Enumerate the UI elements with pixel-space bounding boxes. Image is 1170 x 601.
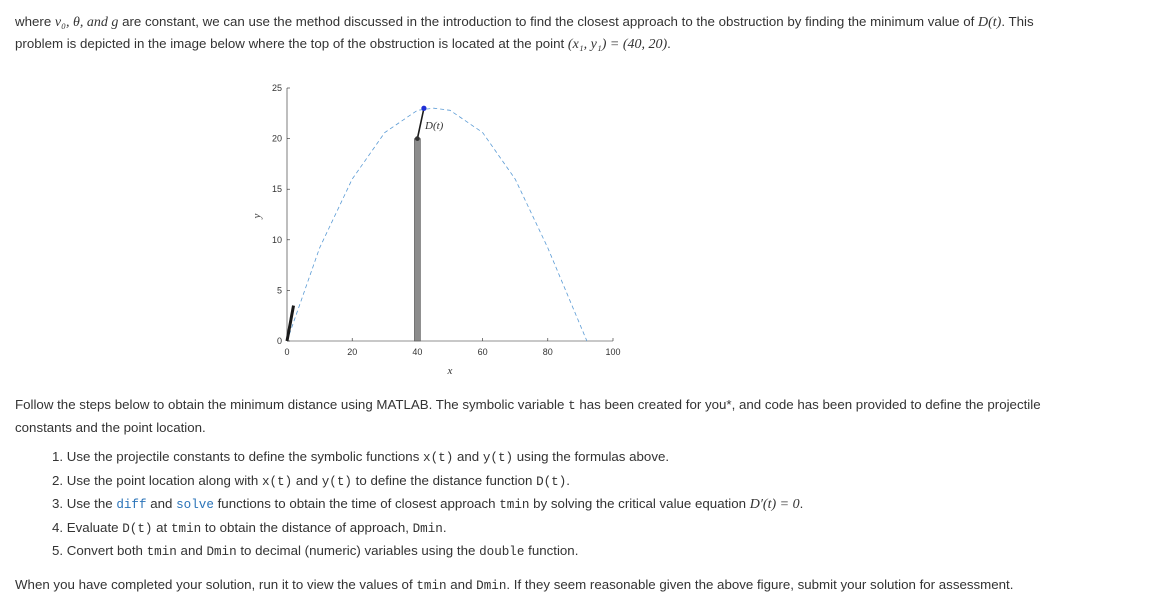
x-axis-label: x — [447, 365, 453, 377]
closest-point — [421, 106, 426, 111]
math-constants: v₀, θ, and g — [54, 15, 119, 30]
distance-annotation: D(t) — [425, 120, 444, 132]
intro-text: where — [15, 14, 55, 29]
step-text: 1. Use the projectile constants to define the symbolic functions — [52, 449, 424, 464]
intro-text: problem is depicted in the image below where the top of the obstruction is located at the point — [15, 36, 568, 51]
obstruction-top-point — [415, 136, 420, 141]
code-tmin: tmin — [170, 521, 202, 536]
y-tick-label: 10 — [271, 234, 282, 245]
code-y-t: y(t) — [482, 451, 514, 465]
code-dmin: Dmin — [476, 579, 507, 593]
closing-paragraph — [15, 574, 1145, 597]
step-text: . — [566, 472, 570, 488]
math-critical-equation: D′(t) = 0 — [749, 497, 800, 512]
code-tmin: tmin — [499, 498, 530, 512]
step-text: using the formulas above. — [513, 449, 670, 464]
step-text: to obtain the distance of approach, — [201, 519, 413, 535]
step-2 — [52, 470, 803, 494]
x-tick-label: 100 — [605, 347, 621, 357]
intro-line-2 — [15, 33, 1145, 55]
diff-link[interactable]: diff — [116, 498, 147, 512]
code-d-t: D(t) — [536, 474, 567, 489]
code-double: double — [479, 545, 525, 559]
step-1 — [52, 446, 803, 470]
code-tmin: tmin — [416, 579, 447, 593]
step-text: and — [146, 496, 177, 511]
intro-text: . — [667, 36, 671, 51]
steps-list — [52, 446, 803, 564]
instructions-line-1 — [15, 394, 1145, 417]
step-text: 4. Evaluate — [52, 519, 123, 535]
step-text: and — [176, 543, 207, 558]
step-text: and — [292, 472, 322, 488]
closing-text: When you have completed your solution, run it to view the values of — [15, 577, 417, 592]
step-text: . — [799, 496, 804, 511]
closing-text: . If they seem reasonable given the above figure, submit your solution for assessment. — [506, 577, 1014, 592]
math-distance-function: D(t) — [978, 15, 1002, 30]
intro-paragraph — [15, 11, 1145, 55]
code-d-t: D(t) — [122, 521, 153, 536]
launch-segment — [287, 306, 294, 341]
code-t: t — [568, 399, 576, 413]
step-text: 5. Convert both — [52, 543, 147, 558]
code-dmin: Dmin — [206, 545, 237, 559]
step-text: . — [442, 519, 447, 535]
y-tick-label: 5 — [276, 285, 282, 296]
x-tick-label: 60 — [477, 347, 488, 357]
step-text: 2. Use the point location along with — [52, 472, 262, 488]
code-dmin: Dmin — [412, 521, 443, 536]
code-x-t: x(t) — [261, 474, 293, 489]
plot-area — [287, 106, 587, 341]
y-axis-label: y — [251, 213, 263, 219]
step-text: and — [453, 449, 483, 464]
x-tick-label: 80 — [542, 347, 553, 357]
trajectory-figure — [248, 76, 628, 386]
axes — [272, 83, 621, 357]
intro-line-1 — [15, 11, 1145, 33]
solve-link[interactable]: solve — [176, 498, 214, 512]
step-5 — [52, 540, 803, 564]
closing-text: and — [446, 577, 477, 592]
code-tmin: tmin — [146, 545, 177, 559]
step-3 — [52, 493, 803, 517]
instructions-text: Follow the steps below to obtain the minimum distance using MATLAB. The symbolic variable — [15, 397, 569, 412]
obstruction-bar — [414, 139, 420, 341]
step-text: to decimal (numeric) variables using the — [236, 543, 480, 558]
instructions-paragraph — [15, 394, 1145, 438]
code-x-t: x(t) — [423, 451, 454, 465]
step-text: by solving the critical value equation — [529, 496, 750, 511]
y-tick-label: 25 — [271, 83, 282, 93]
intro-text: are constant, we can use the method discussed in the introduction to find the closest approach to the obstruction by finding the minimum value of — [118, 14, 979, 29]
intro-text: . This — [1001, 14, 1034, 29]
y-tick-label: 20 — [271, 133, 282, 144]
y-tick-label: 0 — [276, 336, 282, 346]
step-text: function. — [524, 543, 579, 558]
code-y-t: y(t) — [321, 474, 352, 489]
x-tick-label: 20 — [347, 347, 358, 357]
distance-segment — [417, 108, 424, 138]
step-text: 3. Use the — [52, 496, 117, 511]
x-tick-label: 40 — [412, 347, 423, 357]
math-point: (x₁, y₁) = (40, 20) — [567, 37, 668, 52]
step-text: to define the distance function — [351, 472, 537, 488]
step-text: functions to obtain the time of closest approach — [213, 496, 500, 511]
step-text: at — [152, 519, 171, 535]
step-4 — [52, 517, 803, 541]
x-tick-label: 0 — [284, 347, 290, 357]
instructions-line-2 — [15, 417, 1145, 438]
instructions-text: constants and the point location. — [15, 420, 206, 435]
trajectory-line — [287, 108, 587, 341]
y-tick-label: 15 — [271, 184, 282, 195]
instructions-text: has been created for you*, and code has been provided to define the projectile — [575, 397, 1041, 412]
